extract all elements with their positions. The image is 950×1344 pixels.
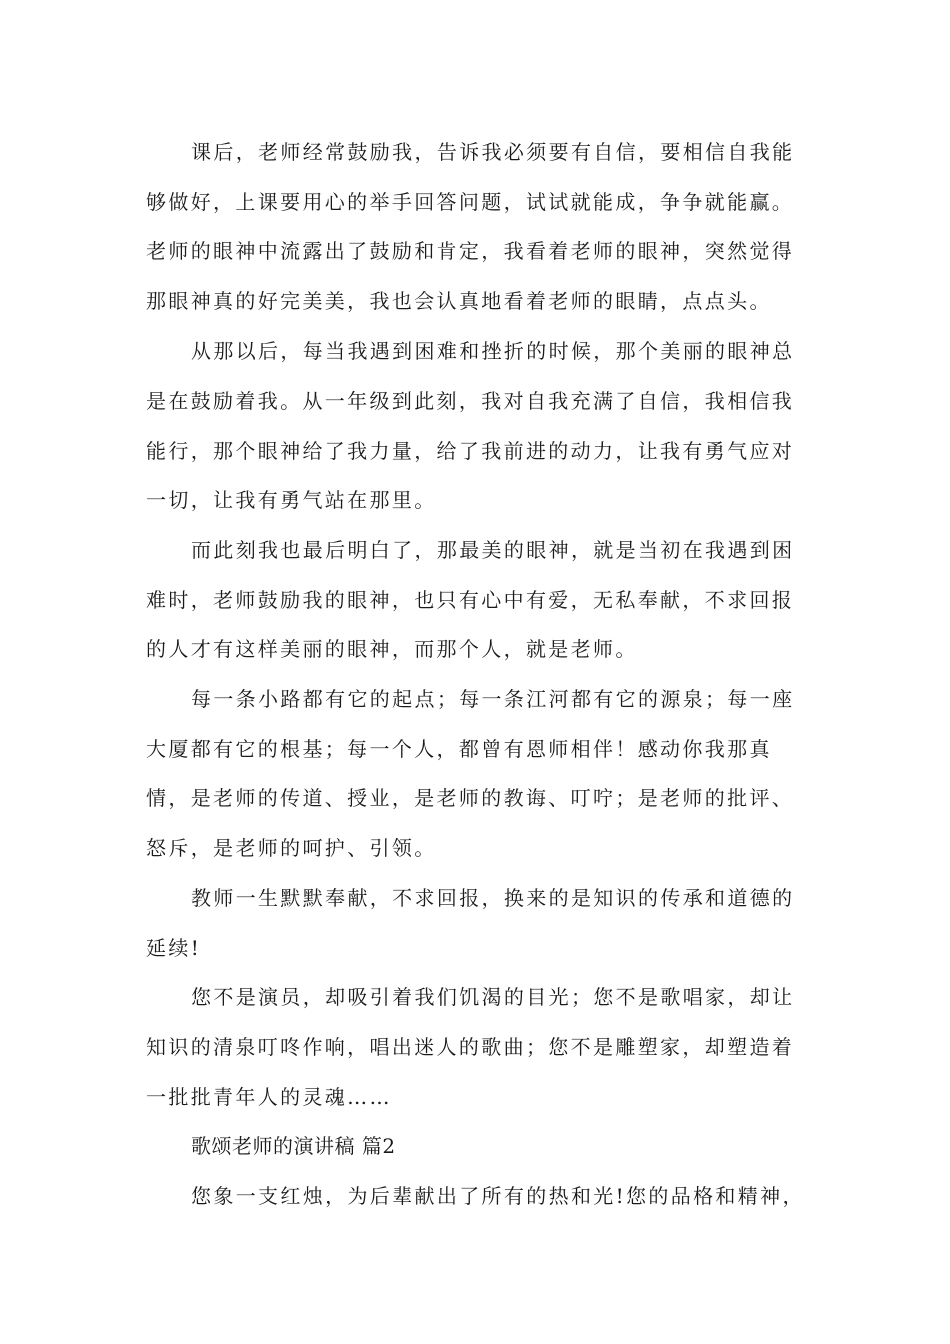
paragraph-5-line-2: 延续! xyxy=(146,936,202,960)
paragraph-7-line-1: 您象一支红烛，为后辈献出了所有的热和光!您的品格和精神， xyxy=(191,1184,805,1208)
paragraph-4-line-1: 每一条小路都有它的起点；每一条江河都有它的源泉；每一座 xyxy=(191,687,795,711)
paragraph-2-line-3: 能行，那个眼神给了我力量，给了我前进的动力，让我有勇气应对 xyxy=(146,439,795,463)
paragraph-3-line-2: 难时，老师鼓励我的眼神，也只有心中有爱，无私奉献，不求回报 xyxy=(146,588,795,612)
paragraph-3-line-3: 的人才有这样美丽的眼神，而那个人，就是老师。 xyxy=(146,637,638,661)
paragraph-6-line-1: 您不是演员，却吸引着我们饥渴的目光；您不是歌唱家，却让 xyxy=(191,985,795,1009)
paragraph-6-line-3: 一批批青年人的灵魂…… xyxy=(146,1085,392,1109)
paragraph-6-line-2: 知识的清泉叮咚作响，唱出迷人的歌曲；您不是雕塑家，却塑造着 xyxy=(146,1035,795,1059)
paragraph-2-line-4: 一切，让我有勇气站在那里。 xyxy=(146,488,437,512)
paragraph-3-line-1: 而此刻我也最后明白了，那最美的眼神，就是当初在我遇到困 xyxy=(191,538,795,562)
paragraph-2-line-2: 是在鼓励着我。从一年级到此刻，我对自我充满了自信，我相信我 xyxy=(146,389,795,413)
paragraph-1-line-2: 够做好，上课要用心的举手回答问题，试试就能成，争争就能赢。 xyxy=(146,190,795,214)
paragraph-1-line-3: 老师的眼神中流露出了鼓励和肯定，我看着老师的眼神，突然觉得 xyxy=(146,239,795,263)
paragraph-1-line-4: 那眼神真的好完美美，我也会认真地看着老师的眼睛，点点头。 xyxy=(146,289,772,313)
paragraph-4-line-2: 大厦都有它的根基；每一个人，都曾有恩师相伴！感动你我那真 xyxy=(146,737,772,761)
paragraph-5-line-1: 教师一生默默奉献，不求回报，换来的是知识的传承和道德的 xyxy=(191,886,795,910)
section-heading: 歌颂老师的演讲稿 篇2 xyxy=(191,1134,396,1158)
paragraph-4-line-3: 情，是老师的传道、授业，是老师的教诲、叮咛；是老师的批评、 xyxy=(146,786,795,810)
paragraph-2-line-1: 从那以后，每当我遇到困难和挫折的时候，那个美丽的眼神总 xyxy=(191,339,795,363)
paragraph-4-line-4: 怒斥，是老师的呵护、引领。 xyxy=(146,836,437,860)
paragraph-1-line-1: 课后，老师经常鼓励我，告诉我必须要有自信，要相信自我能 xyxy=(191,140,795,164)
